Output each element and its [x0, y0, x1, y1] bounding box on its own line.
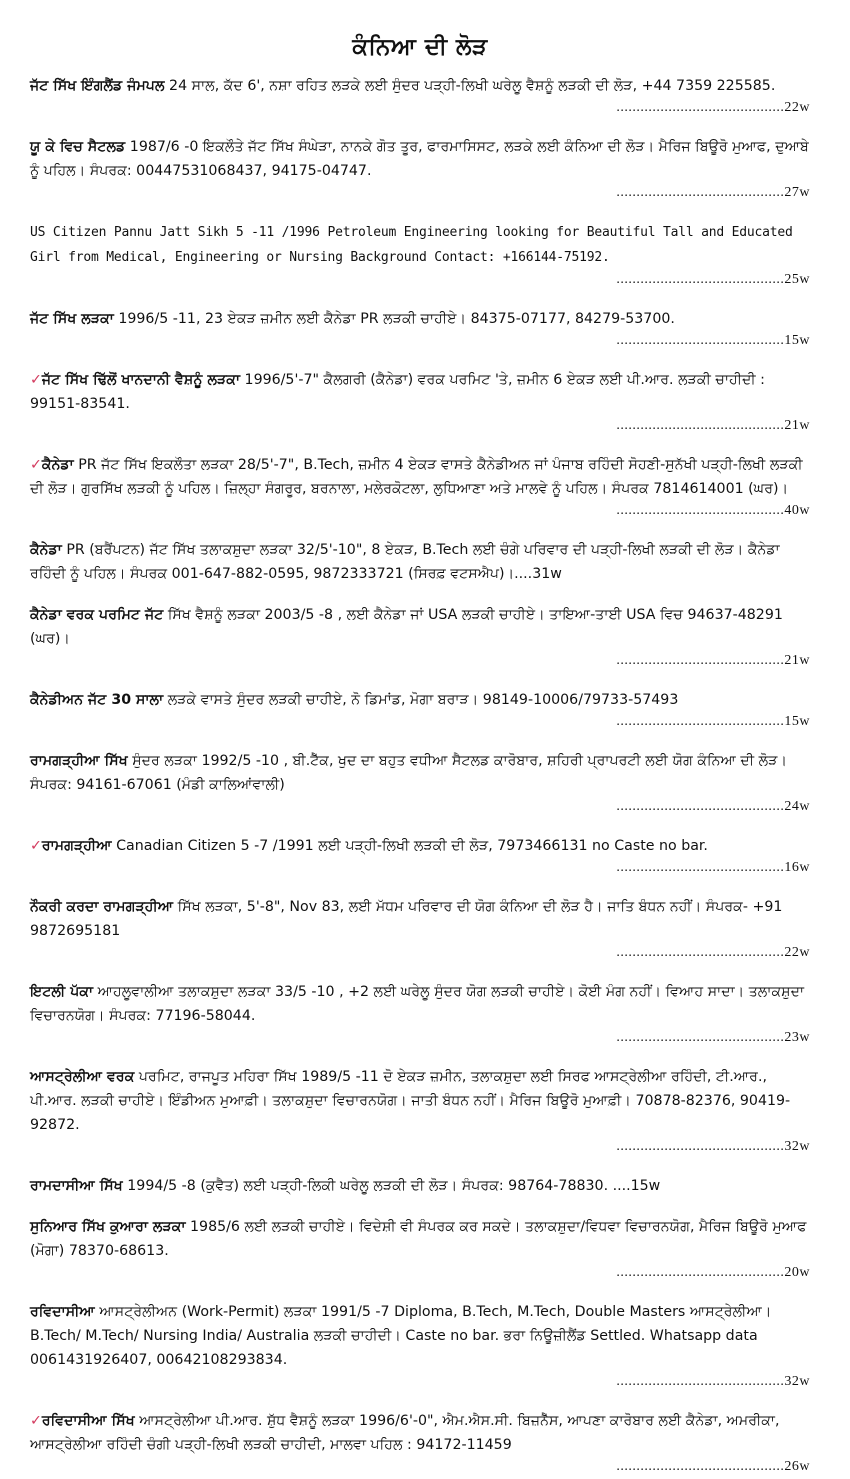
ad-text [30, 220, 810, 270]
ad-body: ਆਸਟ੍ਰੇਲੀਅਨ (Work-Permit) ਲੜਕਾ 1991/5 -7 Diploma, B.Tech, M.Tech, Double Masters ਆਸਟ੍ਰੇਲੀਆ। B.Tech/ M.Tech/ Nursing India/ Australia ਲੜਕੀ ਚਾਹੀਦੀ। Caste no bar. ਭਰਾ ਨਿਊਜ਼ੀਲੈਂਡ Settled. Whatsapp data 0061431926407, 00642108293834. [30, 1304, 772, 1368]
ad-text [30, 603, 810, 651]
ad-text [30, 307, 810, 331]
classified-ad [30, 538, 810, 586]
checkmark-icon: ✓ [30, 1413, 42, 1429]
ad-text [30, 1065, 810, 1137]
classified-ad [30, 834, 810, 878]
ad-body: 1987/6 -0 ਇਕਲੌਤੇ ਜੱਟ ਸਿੱਖ ਸੰਘੇੜਾ, ਨਾਨਕੇ ਗੋਤ ਤੂਰ, ਫਾਰਮਾਸਿਸਟ, ਲੜਕੇ ਲਈ ਕੰਨਿਆ ਦੀ ਲੋੜ। ਮੈਰਿਜ ਬਿਊਰੋ ਮੁਆਫ, ਦੁਆਬੇ ਨੂੰ ਪਹਿਲ। ਸੰਪਰਕ: 00447531068437, 94175-04747. [30, 139, 809, 179]
ad-body: 24 ਸਾਲ, ਕੱਦ 6', ਨਸ਼ਾ ਰਹਿਤ ਲੜਕੇ ਲਈ ਸੁੰਦਰ ਪੜ੍ਹੀ-ਲਿਖੀ ਘਰੇਲੂ ਵੈਸ਼ਨੂੰ ਲੜਕੀ ਦੀ ਲੋੜ, +44 7359 225585. [164, 78, 776, 94]
ad-text [30, 1300, 810, 1372]
ad-heading: ਕੈਨੇਡਾ [41, 457, 74, 473]
ad-body: ਸਿੱਖ ਵੈਸ਼ਨੂੰ ਲੜਕਾ 2003/5 -8 , ਲਈ ਕੈਨੇਡਾ ਜਾਂ USA ਲੜਕੀ ਚਾਹੀਏ। ਤਾਇਆ-ਤਾਈ USA ਵਿਚ 94637-48291 (ਘਰ)। [30, 607, 783, 647]
ad-reference-code: ..........................................27w [616, 185, 810, 200]
ad-text [30, 538, 810, 586]
checkmark-icon: ✓ [30, 457, 42, 473]
ad-body: ਆਹਲੂਵਾਲੀਆ ਤਲਾਕਸ਼ੁਦਾ ਲੜਕਾ 33/5 -10 , +2 ਲਈ ਘਰੇਲੂ ਸੁੰਦਰ ਯੋਗ ਲੜਕੀ ਚਾਹੀਏ। ਕੋਈ ਮੰਗ ਨਹੀਂ। ਵਿਆਹ ਸਾਦਾ। ਤਲਾਕਸ਼ੁਦਾ ਵਿਚਾਰਨਯੋਗ। ਸੰਪਰਕ: 77196-58044. [30, 984, 805, 1024]
ad-reference-code: ..........................................21w [616, 653, 810, 668]
ad-heading: ਕੈਨੇਡਾ ਵਰਕ ਪਰਮਿਟ ਜੱਟ [30, 607, 164, 623]
ad-heading: ਕੈਨੇਡਾ [30, 542, 62, 558]
classified-ad [30, 74, 810, 118]
ad-heading: ਆਸਟ੍ਰੇਲੀਆ ਵਰਕ [30, 1069, 135, 1085]
classified-ad [30, 980, 810, 1048]
ad-body: PR (ਬਰੈਂਪਟਨ) ਜੱਟ ਸਿੱਖ ਤਲਾਕਸ਼ੁਦਾ ਲੜਕਾ 32/5'-10", 8 ਏਕੜ, B.Tech ਲਈ ਚੰਗੇ ਪਰਿਵਾਰ ਦੀ ਪੜ੍ਹੀ-ਲਿਖੀ ਲੜਕੀ ਦੀ ਲੋੜ। ਕੈਨੇਡਾ ਰਹਿੰਦੀ ਨੂੰ ਪਹਿਲ। ਸੰਪਰਕ 001-647-882-0595, 9872333721 (ਸਿਰਫ਼ ਵਟਸਐਪ)।....31w [30, 542, 780, 582]
ad-body: 1996/5 -11, 23 ਏਕੜ ਜ਼ਮੀਨ ਲਈ ਕੈਨੇਡਾ PR ਲੜਕੀ ਚਾਹੀਏ। 84375-07177, 84279-53700. [113, 311, 675, 327]
checkmark-icon: ✓ [30, 838, 42, 854]
ad-reference-code: ..........................................25w [616, 272, 810, 287]
ad-reference-code: ..........................................16w [616, 860, 810, 875]
ad-body: 1994/5 -8 (ਕੁਵੈਤ) ਲਈ ਪੜ੍ਹੀ-ਲਿਕੀ ਘਰੇਲੂ ਲੜਕੀ ਦੀ ਲੋੜ। ਸੰਪਰਕ: 98764-78830. ....15w [122, 1178, 661, 1194]
classified-ad [30, 603, 810, 671]
ad-text [30, 1174, 810, 1198]
ad-reference-code: ..........................................26w [616, 1459, 810, 1474]
ad-reference-code: ..........................................21w [616, 418, 810, 433]
checkmark-icon: ✓ [30, 372, 42, 388]
ad-heading: ਯੂ ਕੇ ਵਿਚ ਸੈਟਲਡ [30, 139, 126, 155]
ad-text [30, 1215, 810, 1263]
ad-reference-code: ..........................................15w [616, 714, 810, 729]
ad-reference-code: ..........................................20w [616, 1265, 810, 1280]
classified-ad [30, 1409, 810, 1477]
ad-heading: ਨੌਕਰੀ ਕਰਦਾ ਰਾਮਗੜ੍ਹੀਆ [30, 899, 174, 915]
ad-text [30, 980, 810, 1028]
ad-text [30, 74, 810, 98]
ad-text [30, 368, 810, 416]
classified-ad [30, 1300, 810, 1392]
ad-heading: ਰਵਿਦਾਸੀਆ [30, 1304, 95, 1320]
ad-body: US Citizen Pannu Jatt Sikh 5 -11 /1996 Petroleum Engineering looking for Beautiful Tall and Educated Girl from Medical, Engineering or Nursing Background Contact: +166144-75192. [30, 225, 793, 265]
ad-heading: ਜੱਟ ਸਿੱਖ ਢਿੱਲੋਂ ਖਾਨਦਾਨੀ ਵੈਸ਼ਨੂੰ ਲੜਕਾ [41, 372, 241, 388]
ad-reference-code: ..........................................32w [616, 1374, 810, 1389]
classified-ad [30, 1065, 810, 1157]
ad-text [30, 749, 810, 797]
ad-body: 1985/6 ਲਈ ਲੜਕੀ ਚਾਹੀਏ। ਵਿਦੇਸ਼ੀ ਵੀ ਸੰਪਰਕ ਕਰ ਸਕਦੇ। ਤਲਾਕਸ਼ੁਦਾ/ਵਿਧਵਾ ਵਿਚਾਰਨਯੋਗ, ਮੈਰਿਜ ਬਿਊਰੋ ਮੁਆਫ (ਮੋਗਾ) 78370-68613. [30, 1219, 807, 1259]
classified-ad [30, 453, 810, 521]
ad-list [30, 74, 810, 1477]
ad-reference-code: ..........................................32w [616, 1139, 810, 1154]
classified-ad [30, 688, 810, 732]
ad-body: ਸਿੱਖ ਲੜਕਾ, 5'-8", Nov 83, ਲਈ ਮੱਧਮ ਪਰਿਵਾਰ ਦੀ ਯੋਗ ਕੰਨਿਆ ਦੀ ਲੋੜ ਹੈ। ਜਾਤਿ ਬੰਧਨ ਨਹੀਂ। ਸੰਪਰਕ- +91 9872695181 [30, 899, 783, 939]
classified-ad [30, 368, 810, 436]
ad-heading: ਰਾਮਗੜ੍ਹੀਆ [41, 838, 112, 854]
ad-body: ਲੜਕੇ ਵਾਸਤੇ ਸੁੰਦਰ ਲੜਕੀ ਚਾਹੀਏ, ਨੋ ਡਿਮਾਂਡ, ਮੋਗਾ ਬਰਾੜ। 98149-10006/79733-57493 [163, 692, 679, 708]
ad-text [30, 453, 810, 501]
ad-text [30, 135, 810, 183]
ad-reference-code: ..........................................24w [616, 799, 810, 814]
ad-body: ਆਸਟ੍ਰੇਲੀਆ ਪੀ.ਆਰ. ਸ਼ੁੱਧ ਵੈਸ਼ਨੂੰ ਲੜਕਾ 1996/6'-0", ਐਮ.ਐਸ.ਸੀ. ਬਿਜ਼ਨੈੱਸ, ਆਪਣਾ ਕਾਰੋਬਾਰ ਲਈ ਕੈਨੇਡਾ, ਅਮਰੀਕਾ, ਆਸਟ੍ਰੇਲੀਆ ਰਹਿੰਦੀ ਚੰਗੀ ਪੜ੍ਹੀ-ਲਿਖੀ ਲੜਕੀ ਚਾਹੀਦੀ, ਮਾਲਵਾ ਪਹਿਲ : 94172-11459 [30, 1413, 780, 1453]
ad-reference-code: ..........................................22w [616, 100, 810, 115]
ad-reference-code: ..........................................15w [616, 333, 810, 348]
classified-ad [30, 220, 810, 290]
ad-heading: ਜੱਟ ਸਿੱਖ ਲੜਕਾ [30, 311, 114, 327]
ad-reference-code: ..........................................40w [616, 503, 810, 518]
ad-body: Canadian Citizen 5 -7 /1991 ਲਈ ਪੜ੍ਹੀ-ਲਿਖੀ ਲੜਕੀ ਦੀ ਲੋੜ, 7973466131 no Caste no bar. [111, 838, 708, 854]
ad-heading: ਇਟਲੀ ਪੱਕਾ [30, 984, 94, 1000]
ad-body: PR ਜੱਟ ਸਿੱਖ ਇਕਲੌਤਾ ਲੜਕਾ 28/5'-7", B.Tech, ਜ਼ਮੀਨ 4 ਏਕੜ ਵਾਸਤੇ ਕੈਨੇਡੀਅਨ ਜਾਂ ਪੰਜਾਬ ਰਹਿੰਦੀ ਸੋਹਣੀ-ਸੁਨੱਖੀ ਪੜ੍ਹੀ-ਲਿਖੀ ਲੜਕੀ ਦੀ ਲੋੜ। ਗੁਰਸਿੱਖ ਲੜਕੀ ਨੂੰ ਪਹਿਲ। ਜ਼ਿਲ੍ਹਾ ਸੰਗਰੂਰ, ਬਰਨਾਲਾ, ਮਲੇਰਕੋਟਲਾ, ਲੁਧਿਆਣਾ ਅਤੇ ਮਾਲਵੇ ਨੂੰ ਪਹਿਲ। ਸੰਪਰਕ 7814614001 (ਘਰ)। [30, 457, 803, 497]
ad-reference-code: ..........................................22w [616, 945, 810, 960]
classified-ad [30, 1215, 810, 1283]
ad-text [30, 688, 810, 712]
classified-ad [30, 135, 810, 203]
ad-heading: ਸੁਨਿਆਰ ਸਿੱਖ ਕੁਆਰਾ ਲੜਕਾ [30, 1219, 186, 1235]
classified-ad [30, 749, 810, 817]
ad-heading: ਕੈਨੇਡੀਅਨ ਜੱਟ 30 ਸਾਲਾ [30, 692, 164, 708]
ad-heading: ਰਵਿਦਾਸੀਆ ਸਿੱਖ [41, 1413, 135, 1429]
ad-reference-code: ..........................................23w [616, 1030, 810, 1045]
ad-body: 1996/5'-7" ਕੈਲਗਰੀ (ਕੈਨੇਡਾ) ਵਰਕ ਪਰਮਿਟ 'ਤੇ, ਜ਼ਮੀਨ 6 ਏਕੜ ਲਈ ਪੀ.ਆਰ. ਲੜਕੀ ਚਾਹੀਦੀ : 99151-83541. [30, 372, 765, 412]
page-title: ਕੰਨਿਆ ਦੀ ਲੋੜ [352, 34, 488, 60]
ad-heading: ਜੱਟ ਸਿੱਖ ਇੰਗਲੈਂਡ ਜੰਮਪਲ [30, 78, 165, 94]
classified-ad [30, 307, 810, 351]
ad-text [30, 1409, 810, 1457]
ad-body: ਸੁੰਦਰ ਲੜਕਾ 1992/5 -10 , ਬੀ.ਟੈੱਕ, ਖੁਦ ਦਾ ਬਹੁਤ ਵਧੀਆ ਸੈਟਲਡ ਕਾਰੋਬਾਰ, ਸ਼ਹਿਰੀ ਪ੍ਰਾਪਰਟੀ ਲਈ ਯੋਗ ਕੰਨਿਆ ਦੀ ਲੋੜ। ਸੰਪਰਕ: 94161-67061 (ਮੰਡੀ ਕਾਲਿਆਂਵਾਲੀ) [30, 753, 788, 793]
ad-text [30, 895, 810, 943]
classified-ad [30, 895, 810, 963]
ad-heading: ਰਾਮਗੜ੍ਹੀਆ ਸਿੱਖ [30, 753, 128, 769]
ad-body: ਪਰਮਿਟ, ਰਾਜਪੂਤ ਮਹਿਰਾ ਸਿੱਖ 1989/5 -11 ਦੋ ਏਕੜ ਜ਼ਮੀਨ, ਤਲਾਕਸ਼ੁਦਾ ਲਈ ਸਿਰਫ ਆਸਟ੍ਰੇਲੀਆ ਰਹਿੰਦੀ, ਟੀ.ਆਰ., ਪੀ.ਆਰ. ਲੜਕੀ ਚਾਹੀਏ। ਇੰਡੀਅਨ ਮੁਆਫ਼ੀ। ਤਲਾਕਸ਼ੁਦਾ ਵਿਚਾਰਨਯੋਗ। ਜਾਤੀ ਬੰਧਨ ਨਹੀਂ। ਮੈਰਿਜ ਬਿਊਰੋ ਮੁਆਫ਼ੀ। 70878-82376, 90419-92872. [30, 1069, 791, 1133]
ad-text [30, 834, 810, 858]
classified-ad [30, 1174, 810, 1198]
ad-heading: ਰਾਮਦਾਸੀਆ ਸਿੱਖ [30, 1178, 123, 1194]
